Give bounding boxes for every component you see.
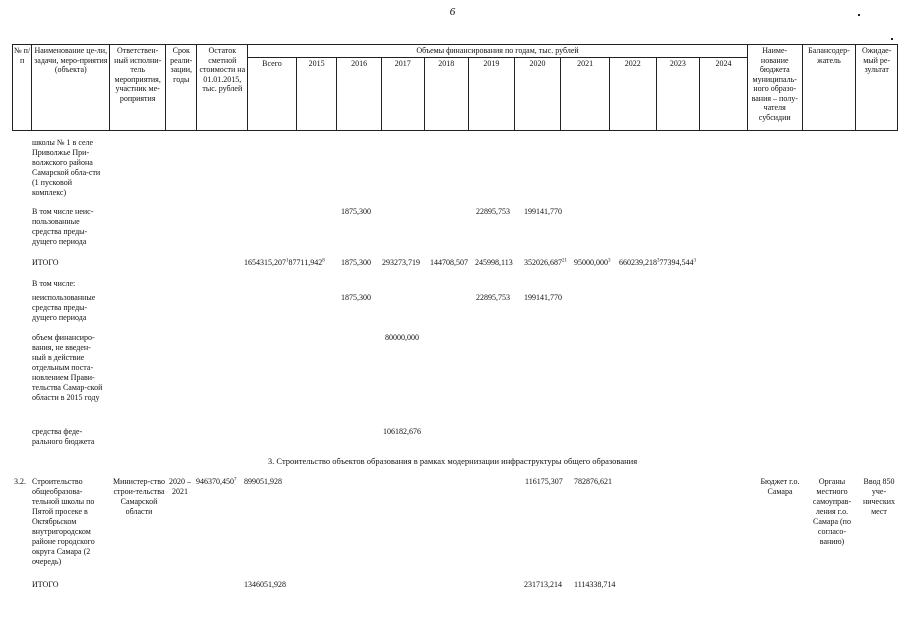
total-2017: 293273,719: [382, 258, 420, 267]
total-2018: 144708,507: [430, 258, 468, 267]
volume-2017: 80000,000: [385, 333, 419, 342]
row32-budget: Бюджет г.о. Самара: [760, 477, 800, 496]
row32-name: Строительство общеобразова-тельной школы по Пятой просеке в Октябрьском внутригородском районе городского округа Самара (2 очередь): [32, 477, 95, 566]
incl-unused-2020: 199141,770: [524, 207, 562, 216]
incl-unused-2016: 1875,300: [341, 207, 371, 216]
total-2015: 87711,942: [288, 258, 323, 267]
unused-2020: 199141,770: [524, 293, 562, 302]
row32-2021: 782876,621: [574, 477, 612, 486]
footnote-mark: 8: [322, 258, 325, 264]
header-year: 2024: [700, 57, 748, 130]
federal-label: средства феде-рального бюджета: [32, 427, 95, 446]
row32-rest: 946370,450: [196, 477, 234, 486]
row32-term: 2020 – 2021: [169, 477, 191, 496]
footnote-mark: 3: [608, 258, 611, 264]
header-year: 2022: [609, 57, 656, 130]
header-year: Всего: [248, 57, 297, 130]
header-term: Срок реали-зации, годы: [166, 45, 197, 131]
footnote-mark: 21: [562, 258, 567, 264]
incl-unused-label: В том числе неис-пользованные средства преды-дущего периода: [32, 207, 94, 246]
header-budget: Наиме-нование бюджета муниципаль-ного образо-вания – полу-чателя субсидии: [747, 45, 802, 131]
header-year: 2018: [424, 57, 469, 130]
header-table: [12, 44, 898, 131]
total-2020-wrap: [524, 258, 567, 268]
header-finance: Объемы финансирования по годам, тыс. рублей: [248, 45, 748, 58]
total-2021-wrap: [574, 258, 611, 268]
row32-rest-wrap: [196, 477, 237, 487]
incl-label: В том числе:: [32, 279, 76, 288]
row32-holder: Органы местного самоуправ-ления г.о. Самара (по согласо-ванию): [812, 477, 852, 546]
row32-2020: 116175,307: [525, 477, 563, 486]
final-total-2021: 1114338,714: [574, 580, 616, 589]
header-year: 2017: [381, 57, 424, 130]
incl-unused-2019: 22895,753: [476, 207, 510, 216]
header-name: Наименование це-ли, задачи, меро-приятия (объекта): [32, 45, 110, 131]
footnote-mark: 3: [657, 258, 660, 264]
total-2022-wrap: [619, 258, 696, 268]
row32-responsible: Министер-ство строи-тельства Самарской области: [113, 477, 165, 516]
school-name-continued: школы № 1 в селе Приволжье При-волжского района Самарской обла-сти (1 пусковой комплекс): [32, 138, 101, 197]
row-number: 3.2.: [14, 477, 26, 486]
row32-total: 899051,928: [244, 477, 282, 486]
header-year: 2021: [561, 57, 610, 130]
total-label: ИТОГО: [32, 258, 59, 267]
federal-2017: 106182,676: [383, 427, 421, 436]
final-total-label: ИТОГО: [32, 580, 59, 589]
total-2016: 1875,300: [341, 258, 371, 267]
total-2020: 352026,687: [524, 258, 562, 267]
footnote-mark: 3: [693, 258, 696, 264]
header-holder: Балансодер-жатель: [802, 45, 856, 131]
footnote-mark: 1: [286, 258, 289, 264]
scan-dot: [891, 38, 893, 40]
total-2019: 245998,113: [475, 258, 513, 267]
header-result: Ожидае-мый ре-зультат: [856, 45, 898, 131]
volume-label: объем финансиро-вания, не введен-ный в действие отдельным поста-новлением Прави-тельства Самар-ской области в 2015 году: [32, 333, 103, 402]
header-year: 2016: [337, 57, 382, 130]
total-2021: 95000,000: [574, 258, 608, 267]
footnote-mark: 7: [234, 477, 237, 483]
unused-2016: 1875,300: [341, 293, 371, 302]
header-year: 2020: [514, 57, 561, 130]
header-rest: Остаток сметной стоимости на 01.01.2015, тыс. рублей: [197, 45, 248, 131]
unused-label: неиспользованные средства преды-дущего периода: [32, 293, 96, 322]
header-year: 2023: [656, 57, 700, 130]
header-responsible: Ответствен-ный исполни-тель мероприятия, участник ме-роприятия: [110, 45, 166, 131]
total-all: 1654315,207: [244, 258, 286, 267]
final-total-all: 1346051,928: [244, 580, 286, 589]
total-row: [244, 258, 325, 268]
scan-dot: [858, 14, 860, 16]
total-2023: 77394,544: [659, 258, 694, 267]
header-num: № п/п: [13, 45, 32, 131]
final-total-2020: 231713,214: [524, 580, 562, 589]
header-year: 2019: [469, 57, 515, 130]
total-2022: 660239,218: [619, 258, 657, 267]
unused-2019: 22895,753: [476, 293, 510, 302]
section-title: 3. Строительство объектов образования в рамках модернизации инфраструктуры общего образования: [267, 456, 638, 466]
row32-result: Ввод 850 уче-нических мест: [862, 477, 896, 516]
page-number: 6: [449, 6, 456, 18]
header-year: 2015: [296, 57, 337, 130]
